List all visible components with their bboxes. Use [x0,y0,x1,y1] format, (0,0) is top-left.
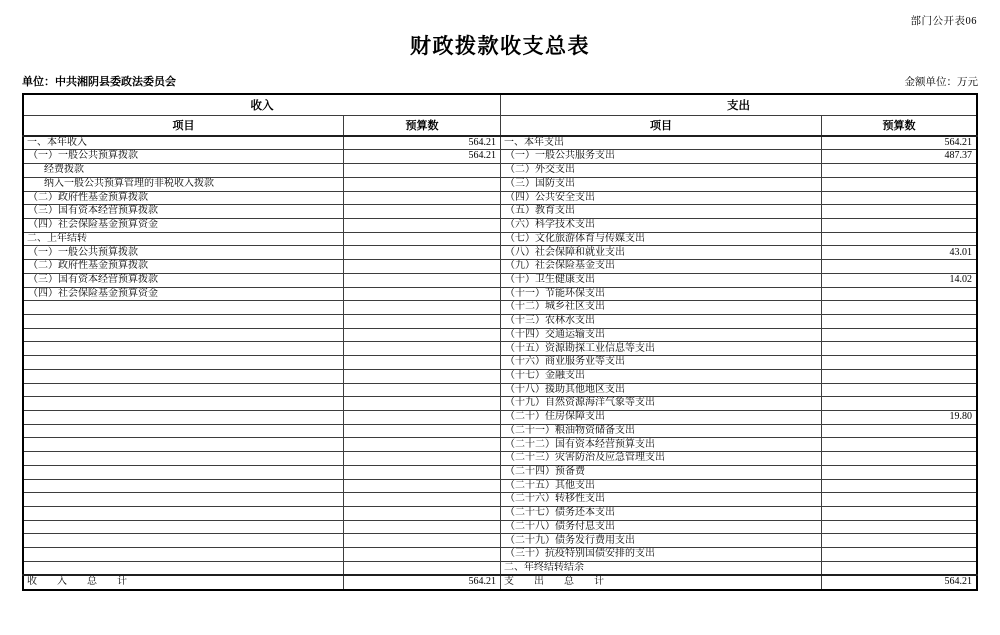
expense-value-cell [821,520,977,534]
expense-value-cell [821,177,977,191]
expense-value-cell: 14.02 [821,273,977,287]
income-item-cell [23,424,344,438]
expense-item-cell: （二十六）转移性支出 [500,493,821,507]
income-item-cell: （二）政府性基金预算拨款 [23,260,344,274]
expense-item-cell: （十）卫生健康支出 [500,273,821,287]
expense-value-cell [821,356,977,370]
income-value-cell [344,411,501,425]
expense-value-cell [821,164,977,178]
income-item-cell [23,520,344,534]
expense-item-cell: （二十五）其他支出 [500,479,821,493]
income-item-cell: 纳入一般公共预算管理的非税收入拨款 [23,177,344,191]
page-title: 财政拨款收支总表 [410,34,590,58]
expense-item-cell: （二）外交支出 [500,164,821,178]
expense-item-cell: （十九）自然资源海洋气象等支出 [500,397,821,411]
table-row [23,438,977,452]
income-item-cell [23,342,344,356]
income-value-cell [344,424,501,438]
income-value-cell [344,191,501,205]
income-total-value: 564.21 [344,575,501,590]
income-value-cell [344,164,501,178]
income-value-cell [344,342,501,356]
income-item-cell [23,493,344,507]
expense-budget-column-header: 预算数 [821,115,977,136]
income-item-cell [23,452,344,466]
income-value-cell: 564.21 [344,150,501,164]
expense-value-cell: 19.80 [821,411,977,425]
table-row [23,397,977,411]
income-item-cell: 经费拨款 [23,164,344,178]
expense-item-cell: （二十二）国有资本经营预算支出 [500,438,821,452]
table-row [23,301,977,315]
table-row [23,150,977,164]
table-row [23,218,977,232]
doc-ref: 部门公开表06 [910,16,977,27]
expense-item-cell: （三十）抗疫特别国债安排的支出 [500,548,821,562]
income-value-cell [344,561,501,575]
income-item-cell [23,328,344,342]
expense-item-cell: （五）教育支出 [500,205,821,219]
income-item-cell: 二、上年结转 [23,232,344,246]
expense-value-cell [821,205,977,219]
column-header-row [23,115,977,136]
expense-item-cell: （十七）金融支出 [500,369,821,383]
expense-total-value: 564.21 [821,575,977,590]
table-row [23,356,977,370]
expense-value-cell [821,287,977,301]
income-item-cell [23,561,344,575]
income-value-cell [344,246,501,260]
income-value-cell [344,260,501,274]
expense-value-cell [821,301,977,315]
expense-value-cell [821,369,977,383]
income-value-cell [344,383,501,397]
expense-item-cell: （十五）资源勘探工业信息等支出 [500,342,821,356]
expense-value-cell [821,218,977,232]
table-row [23,479,977,493]
income-item-cell [23,534,344,548]
table-row [23,328,977,342]
income-value-cell [344,548,501,562]
table-row [23,411,977,425]
table-row [23,561,977,575]
income-item-cell [23,369,344,383]
expense-value-cell [821,232,977,246]
unit-label: 单位：中共湘阴县委政法委员会 [22,76,176,89]
expense-item-cell: （十六）商业服务业等支出 [500,356,821,370]
expense-value-cell [821,493,977,507]
expense-value-cell [821,465,977,479]
income-item-cell [23,465,344,479]
income-value-cell [344,177,501,191]
table-row [23,520,977,534]
income-value-cell: 564.21 [344,136,501,150]
income-value-cell [344,205,501,219]
total-row [23,575,977,590]
expense-item-cell: （十四）交通运输支出 [500,328,821,342]
table-row [23,534,977,548]
income-item-cell [23,301,344,315]
income-value-cell [344,356,501,370]
income-value-cell [344,314,501,328]
income-item-cell: （四）社会保险基金预算资金 [23,218,344,232]
income-value-cell [344,369,501,383]
expense-item-cell: （二十七）债务还本支出 [500,507,821,521]
income-item-cell [23,383,344,397]
income-item-cell [23,314,344,328]
income-item-cell [23,438,344,452]
income-item-cell [23,548,344,562]
income-item-cell: （三）国有资本经营预算拨款 [23,205,344,219]
income-item-cell [23,507,344,521]
table-row [23,493,977,507]
income-item-cell: （四）社会保险基金预算资金 [23,287,344,301]
table-row [23,164,977,178]
income-value-cell [344,520,501,534]
expense-item-cell: （二十四）预备费 [500,465,821,479]
expense-item-cell: （三）国防支出 [500,177,821,191]
income-item-cell: （三）国有资本经营预算拨款 [23,273,344,287]
expense-item-column-header: 项目 [500,115,821,136]
meta-row [22,73,978,89]
expense-item-cell: 二、年终结转结余 [500,561,821,575]
expense-value-cell: 487.37 [821,150,977,164]
section-header-row [23,94,977,115]
expense-item-cell: （二十八）债务付息支出 [500,520,821,534]
income-value-cell [344,328,501,342]
table-row [23,177,977,191]
expense-value-cell [821,548,977,562]
table-row [23,424,977,438]
income-value-cell [344,479,501,493]
table-row [23,287,977,301]
table-row [23,342,977,356]
table-row [23,191,977,205]
table-row [23,383,977,397]
expense-section-header: 支出 [500,94,977,115]
expense-value-cell [821,397,977,411]
income-value-cell [344,438,501,452]
expense-value-cell [821,260,977,274]
table-row [23,548,977,562]
income-section-header: 收入 [23,94,500,115]
expense-value-cell [821,191,977,205]
table-row [23,232,977,246]
expense-item-cell: （四）公共安全支出 [500,191,821,205]
amount-unit-label: 金额单位：万元 [904,77,978,89]
expense-value-cell [821,534,977,548]
income-item-cell: （二）政府性基金预算拨款 [23,191,344,205]
table-row [23,205,977,219]
table-row [23,452,977,466]
income-item-cell [23,411,344,425]
income-value-cell [344,273,501,287]
income-value-cell [344,534,501,548]
expense-item-cell: （八）社会保障和就业支出 [500,246,821,260]
expense-item-cell: （十三）农林水支出 [500,314,821,328]
summary-table [22,93,978,591]
income-value-cell [344,301,501,315]
table-body [23,136,977,575]
income-value-cell [344,493,501,507]
income-value-cell [344,507,501,521]
income-value-cell [344,287,501,301]
table-row [23,136,977,150]
expense-value-cell: 564.21 [821,136,977,150]
expense-item-cell: 一、本年支出 [500,136,821,150]
income-item-cell [23,479,344,493]
income-value-cell [344,452,501,466]
income-value-cell [344,397,501,411]
income-budget-column-header: 预算数 [344,115,501,136]
table-row [23,273,977,287]
income-value-cell [344,465,501,479]
income-value-cell [344,218,501,232]
expense-item-cell: （十一）节能环保支出 [500,287,821,301]
expense-item-cell: （七）文化旅游体育与传媒支出 [500,232,821,246]
expense-item-cell: （二十）住房保障支出 [500,411,821,425]
expense-value-cell [821,328,977,342]
expense-value-cell [821,342,977,356]
table-row [23,369,977,383]
table-row [23,507,977,521]
income-item-cell [23,397,344,411]
expense-value-cell [821,438,977,452]
expense-value-cell [821,424,977,438]
expense-item-cell: （十八）援助其他地区支出 [500,383,821,397]
expense-value-cell: 43.01 [821,246,977,260]
expense-value-cell [821,479,977,493]
expense-item-cell: （九）社会保险基金支出 [500,260,821,274]
expense-item-cell: （二十一）粮油物资储备支出 [500,424,821,438]
income-value-cell [344,232,501,246]
expense-value-cell [821,561,977,575]
expense-value-cell [821,507,977,521]
table-row [23,314,977,328]
expense-item-cell: （六）科学技术支出 [500,218,821,232]
expense-total-label: 支 出 总 计 [500,575,821,590]
income-total-label: 收 入 总 计 [23,575,344,590]
expense-value-cell [821,452,977,466]
expense-item-cell: （十二）城乡社区支出 [500,301,821,315]
income-item-cell: （一）一般公共预算拨款 [23,150,344,164]
income-item-cell: 一、本年收入 [23,136,344,150]
table-row [23,246,977,260]
expense-value-cell [821,314,977,328]
income-item-cell: （一）一般公共预算拨款 [23,246,344,260]
table-row [23,260,977,274]
table-row [23,465,977,479]
income-item-cell [23,356,344,370]
expense-item-cell: （二十九）债务发行费用支出 [500,534,821,548]
expense-item-cell: （二十三）灾害防治及应急管理支出 [500,452,821,466]
expense-item-cell: （一）一般公共服务支出 [500,150,821,164]
expense-value-cell [821,383,977,397]
income-item-column-header: 项目 [23,115,344,136]
